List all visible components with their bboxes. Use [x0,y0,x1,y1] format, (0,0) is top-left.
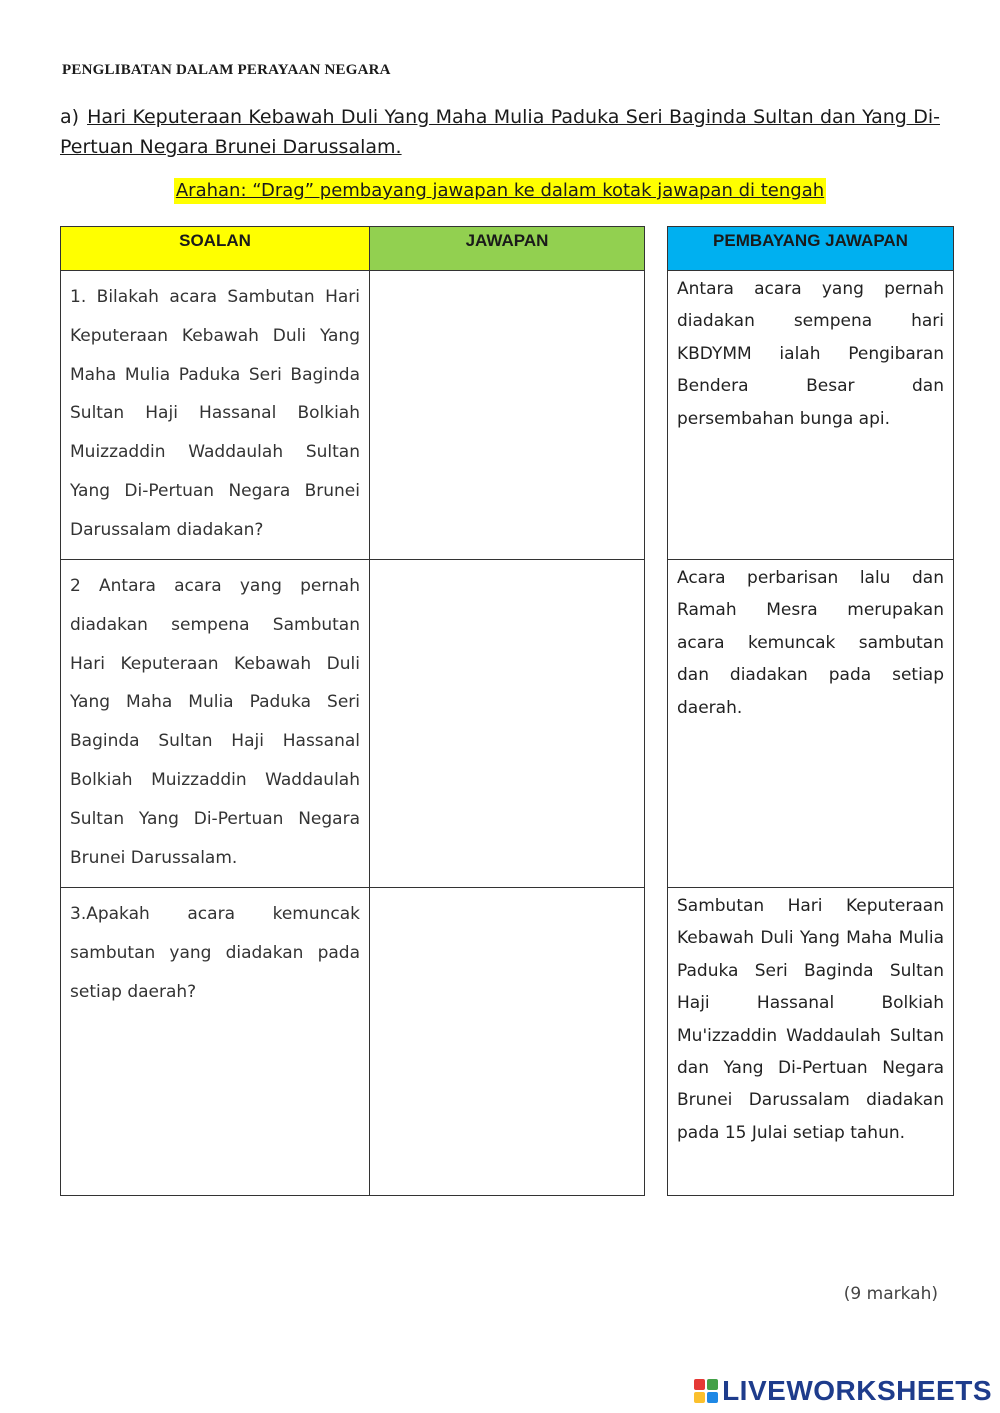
brand-name: LIVEWORKSHEETS [722,1375,992,1406]
hint-table [667,226,954,1196]
subtitle-text: Hari Keputeraan Kebawah Duli Yang Maha Mulia Paduka Seri Baginda Sultan dan Yang Di-Pertuan Negara Brunei Darussalam. [60,106,940,158]
hint-card-3[interactable]: Sambutan Hari Keputeraan Kebawah Duli Yang Maha Mulia Paduka Seri Baginda Sultan Haji Hassanal Bolkiah Mu'izzaddin Waddaulah Sultan dan Yang Di-Pertuan Negara Brunei Darussalam diadakan pada 15 Julai setiap tahun. [668,888,954,1196]
answer-drop-zone-1[interactable] [370,271,645,560]
subtitle-label: a) [60,106,80,128]
header-jawapan: JAWAPAN [370,227,645,271]
header-pembayang-jawapan: PEMBAYANG JAWAPAN [668,227,954,271]
liveworksheets-brand [694,1375,992,1407]
question-2: 2 Antara acara yang pernah diadakan sempena Sambutan Hari Keputeraan Kebawah Duli Yang Maha Mulia Paduka Seri Baginda Sultan Haji Hassanal Bolkiah Muizzaddin Waddaulah Sultan Yang Di-Pertuan Negara Brunei Darussalam. [61,560,370,888]
hint-card-2[interactable]: Acara perbarisan lalu dan Ramah Mesra merupakan acara kemuncak sambutan dan diadakan pada setiap daerah. [668,560,954,888]
question-table [60,226,645,1196]
hint-card-1[interactable]: Antara acara yang pernah diadakan sempena hari KBDYMM ialah Pengibaran Bendera Besar dan persembahan bunga api. [668,271,954,560]
brand-logo-icon [694,1379,718,1403]
section-subtitle [60,102,940,162]
header-soalan: SOALAN [61,227,370,271]
marks-label: (9 markah) [843,1284,938,1304]
answer-drop-zone-2[interactable] [370,560,645,888]
question-3: 3.Apakah acara kemuncak sambutan yang diadakan pada setiap daerah? [61,888,370,1196]
answer-drop-zone-3[interactable] [370,888,645,1196]
question-1: 1. Bilakah acara Sambutan Hari Keputeraan Kebawah Duli Yang Maha Mulia Paduka Seri Baginda Sultan Haji Hassanal Bolkiah Muizzaddin Waddaulah Sultan Yang Di-Pertuan Negara Brunei Darussalam diadakan? [61,271,370,560]
instruction-text: Arahan: “Drag” pembayang jawapan ke dalam kotak jawapan di tengah [174,178,826,204]
page-heading: PENGLIBATAN DALAM PERAYAAN NEGARA [62,62,391,78]
